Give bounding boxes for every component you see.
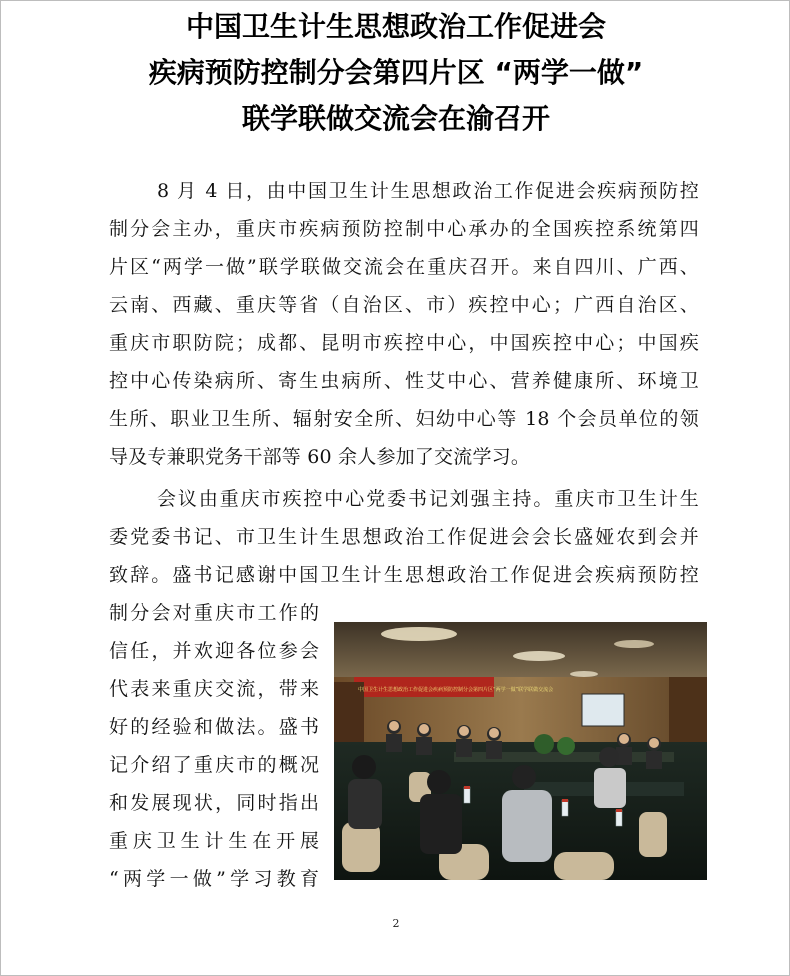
page-number: 2 [392, 917, 400, 930]
paragraph-2-side-line: 信任，并欢迎各位参会 [109, 640, 319, 662]
paragraph-1-line: 控中心传染病所、寄生虫病所、性艾中心、营养健康所、环境卫 [109, 370, 699, 392]
paragraph-1-line: 云南、西藏、重庆等省（自治区、市）疾控中心；广西自治区、 [109, 294, 699, 316]
meeting-photo [334, 622, 707, 880]
title-line-3: 联学联做交流会在渝召开 [241, 102, 550, 135]
paragraph-2-side-line: 记介绍了重庆市的概况 [109, 754, 319, 776]
paragraph-2-side-line: 重庆卫生计生在开展 [109, 830, 319, 852]
paragraph-2-side-line: “两学一做”学习教育 [109, 868, 319, 890]
paragraph-2-side-line: 和发展现状，同时指出 [109, 792, 319, 814]
paragraph-2-side-line: 制分会对重庆市工作的 [109, 602, 319, 624]
paragraph-1-line: 制分会主办，重庆市疾病预防控制中心承办的全国疾控系统第四 [109, 218, 699, 240]
paragraph-2-side-line: 代表来重庆交流，带来 [109, 678, 319, 700]
paragraph-1-line: 8 月 4 日，由中国卫生计生思想政治工作促进会疾病预防控 [157, 180, 699, 202]
paragraph-1-line: 片区“两学一做”联学联做交流会在重庆召开。来自四川、广西、 [109, 256, 699, 278]
paragraph-1-line: 重庆市职防院；成都、昆明市疾控中心，中国疾控中心；中国疾 [109, 332, 699, 354]
paragraph-2-line: 委党委书记、市卫生计生思想政治工作促进会会长盛娅农到会并 [109, 526, 699, 548]
paragraph-1-line: 生所、职业卫生所、辐射安全所、妇幼中心等 18 个会员单位的领 [109, 408, 699, 430]
photo-banner-text: 中国卫生计生思想政治工作促进会疾病预防控制分会第四片区“两学一做”联学联做交流会 [358, 687, 554, 693]
paragraph-2-line: 会议由重庆市疾控中心党委书记刘强主持。重庆市卫生计生 [157, 488, 699, 510]
title-line-2: 疾病预防控制分会第四片区 “两学一做” [148, 56, 644, 89]
paragraph-1-line: 导及专兼职党务干部等 60 余人参加了交流学习。 [109, 446, 531, 468]
title-line-1: 中国卫生计生思想政治工作促进会 [185, 10, 606, 43]
paragraph-2-side-line: 好的经验和做法。盛书 [109, 716, 319, 738]
paragraph-2-line: 致辞。盛书记感谢中国卫生计生思想政治工作促进会疾病预防控 [109, 564, 699, 586]
